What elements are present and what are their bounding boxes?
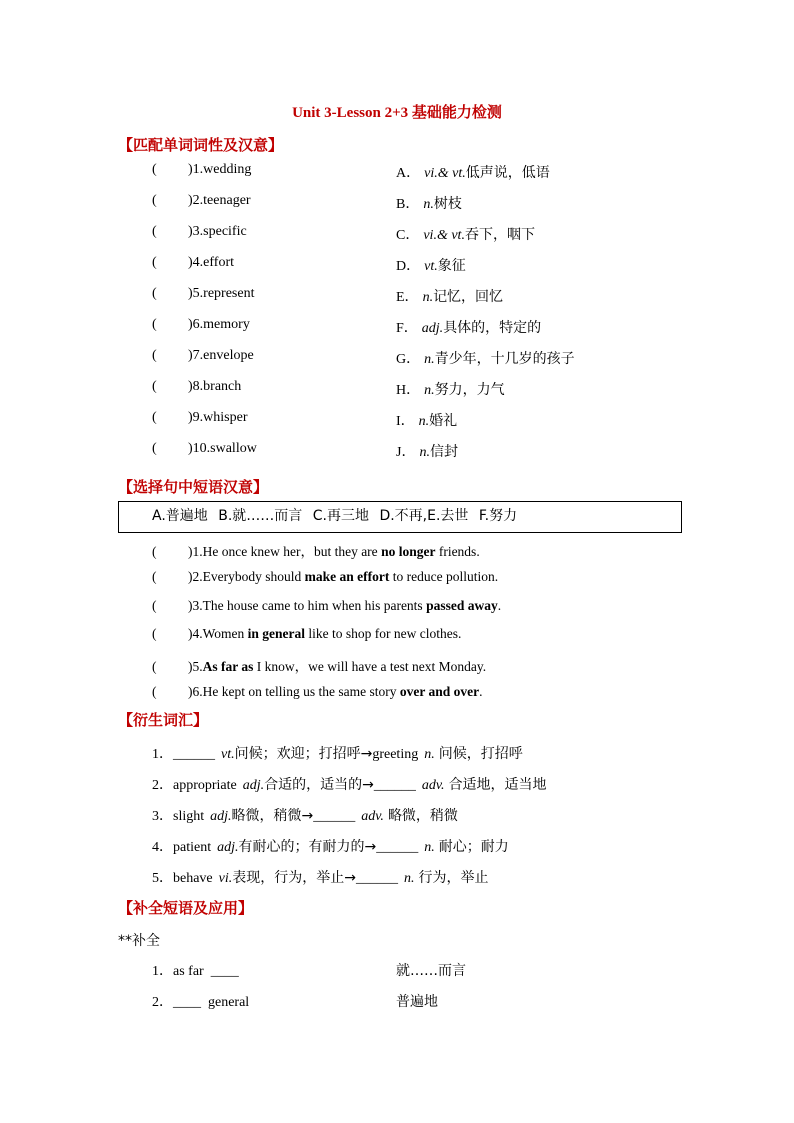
item-number: 2． — [152, 778, 173, 793]
answer-blank: ( — [152, 626, 157, 642]
option-pos: vi.& vt. — [424, 166, 466, 181]
sentence-text: . — [479, 684, 483, 699]
match-word-row — [152, 348, 254, 364]
match-word-row — [152, 410, 248, 426]
option-meaning: 树枝 — [433, 196, 462, 212]
answer-blank: ( — [152, 224, 157, 239]
phrase-meaning: 就……而言 — [396, 963, 466, 979]
key-phrase: no longer — [381, 544, 436, 559]
sentence-row — [152, 598, 501, 614]
option-meaning: 青少年，十几岁的孩子 — [434, 351, 575, 367]
answer-blank: ( — [152, 286, 157, 301]
derived-pos: n. — [404, 871, 415, 886]
option-letter: J． — [396, 445, 416, 460]
option-letter: A． — [396, 166, 421, 181]
answer-blank: ( — [152, 684, 157, 699]
match-option — [396, 379, 505, 399]
match-word: )4.effort — [188, 255, 234, 270]
base-pos: adj. — [217, 840, 239, 855]
derived-row — [152, 774, 547, 794]
sentence-text: )1.He once knew her，but they are — [188, 544, 382, 559]
option-meaning: 吞下，咽下 — [464, 227, 535, 243]
answer-blank: ( — [152, 255, 157, 270]
key-phrase: make an effort — [304, 568, 390, 584]
derived-word: ______ — [373, 778, 416, 793]
phrase-row — [152, 991, 249, 1011]
item-number: 4． — [152, 840, 173, 855]
base-pos: adj. — [210, 809, 232, 824]
key-phrase: passed away — [426, 597, 498, 613]
match-word: )7.envelope — [188, 348, 254, 363]
match-option — [396, 317, 541, 337]
derived-row — [152, 805, 458, 825]
match-word: )5.represent — [188, 286, 255, 301]
match-option — [396, 224, 535, 244]
derived-pos: n. — [424, 840, 435, 855]
option-f: F.努力 — [478, 508, 518, 524]
derived-word: ______ — [376, 840, 419, 855]
match-option — [396, 193, 462, 213]
phrase-text: as far ____ — [173, 964, 239, 979]
sentence-text: friends. — [435, 544, 480, 559]
derived-meaning: 问候，打招呼 — [438, 746, 523, 762]
option-pos: n. — [422, 290, 434, 305]
answer-blank: ( — [152, 317, 157, 332]
option-pos: vi.& vt. — [423, 228, 465, 243]
item-number: 3． — [152, 809, 173, 824]
answer-blank: ( — [152, 410, 157, 425]
match-word-row — [152, 193, 251, 209]
base-pos: vt. — [221, 747, 235, 762]
subheading-complete: **补全 — [118, 933, 160, 949]
option-de: D.不再,E.去世 — [379, 508, 469, 524]
option-pos: n. — [419, 445, 430, 460]
answer-blank: ( — [152, 544, 157, 559]
match-word-row — [152, 162, 251, 178]
match-word: )2.teenager — [188, 193, 251, 208]
match-word: )9.whisper — [188, 410, 248, 425]
option-meaning: 具体的，特定的 — [443, 320, 542, 336]
sentence-row — [152, 655, 486, 675]
option-pos: n. — [423, 197, 434, 212]
answer-blank: ( — [152, 379, 157, 394]
derived-word: ______ — [313, 809, 356, 824]
derived-pos: adv. — [421, 778, 445, 793]
option-meaning: 记忆，回忆 — [433, 289, 504, 305]
sentence-text: like to shop for new clothes. — [305, 626, 462, 642]
derived-meaning: 行为，举止 — [418, 870, 489, 886]
option-meaning: 信封 — [429, 444, 458, 460]
base-word: behave — [173, 871, 213, 886]
sentence-text: )5. — [188, 659, 203, 675]
base-pos: adj. — [242, 778, 265, 793]
option-letter: I． — [396, 414, 415, 429]
sentence-text: )2.Everybody should — [188, 568, 305, 584]
sentence-row — [152, 684, 482, 700]
item-number: 1． — [152, 964, 173, 979]
derived-meaning: 合适地，适当地 — [448, 777, 547, 793]
derived-meaning: 耐心；耐力 — [438, 839, 509, 855]
base-word: appropriate — [173, 778, 237, 793]
match-word: )1.wedding — [188, 162, 252, 177]
base-meaning: 有耐心的；有耐力的→ — [238, 839, 377, 855]
option-meaning: 努力，力气 — [434, 382, 505, 398]
answer-blank: ( — [152, 162, 157, 177]
option-meaning: 象征 — [437, 258, 466, 274]
sentence-text: I know，we will have a test next Monday. — [253, 659, 487, 675]
base-meaning: 表现，行为，举止→ — [232, 870, 356, 886]
base-word: patient — [173, 840, 212, 855]
sentence-row — [152, 569, 498, 585]
section-heading-match: 【匹配单词词性及汉意】 — [118, 136, 284, 154]
phrase-options — [152, 505, 523, 525]
option-c: C.再三地 — [312, 508, 369, 524]
option-pos: n. — [418, 414, 430, 429]
option-letter: B． — [396, 197, 420, 212]
answer-blank: ( — [152, 659, 157, 675]
item-number: 2． — [152, 995, 173, 1010]
item-number: 5． — [152, 871, 173, 886]
match-word-row — [152, 441, 257, 457]
option-letter: G． — [396, 352, 421, 367]
sentence-text: )3.The house came to him when his parents — [188, 597, 427, 613]
base-meaning: 问候；欢迎；打招呼→ — [234, 746, 373, 762]
match-word-row — [152, 224, 247, 240]
derived-pos: adv. — [361, 809, 384, 824]
sentence-text: . — [497, 597, 502, 613]
sentence-row — [152, 626, 461, 642]
option-letter: F． — [396, 321, 418, 336]
derived-word: greeting — [372, 747, 419, 762]
option-meaning: 低声说，低语 — [465, 165, 550, 181]
match-word: )6.memory — [188, 317, 250, 332]
item-number: 1． — [152, 747, 173, 762]
option-a: A.普遍地 — [152, 508, 208, 524]
match-option — [396, 348, 575, 368]
base-word: slight — [173, 809, 205, 824]
derived-word: ______ — [356, 871, 398, 886]
match-word: )8.branch — [188, 379, 242, 394]
match-option — [396, 441, 458, 461]
sentence-text: )6.He kept on telling us the same story — [188, 684, 400, 699]
answer-blank: ( — [152, 348, 157, 363]
phrase-row — [152, 960, 239, 980]
derived-row — [152, 867, 489, 887]
match-word-row — [152, 317, 250, 333]
option-pos: adj. — [421, 321, 444, 336]
derived-row — [152, 836, 509, 856]
sentence-row — [152, 540, 480, 560]
match-option — [396, 410, 457, 430]
derived-meaning: 略微，稍微 — [387, 808, 458, 824]
base-meaning: 合适的，适当的→ — [264, 777, 374, 793]
answer-blank: ( — [152, 568, 157, 584]
match-word: )10.swallow — [188, 441, 257, 456]
key-phrase: over and over — [399, 684, 480, 699]
section-heading-phrases: 【选择句中短语汉意】 — [118, 478, 269, 496]
page-title: Unit 3-Lesson 2+3 基础能力检测 — [292, 105, 502, 121]
match-option — [396, 255, 466, 275]
match-word-row — [152, 286, 254, 302]
sentence-text: )4.Women — [188, 626, 248, 642]
sentence-text: to reduce pollution. — [389, 568, 499, 584]
match-word-row — [152, 379, 241, 395]
option-b: B.就……而言 — [218, 508, 303, 524]
derived-pos: n. — [424, 747, 435, 762]
match-word-row — [152, 255, 234, 271]
option-letter: D． — [396, 259, 421, 274]
option-pos: vt. — [424, 259, 438, 274]
match-word: )3.specific — [188, 224, 247, 239]
section-heading-derived: 【衍生词汇】 — [118, 711, 209, 729]
option-meaning: 婚礼 — [429, 413, 458, 429]
derived-row — [152, 743, 523, 763]
key-phrase: As far as — [202, 659, 254, 675]
answer-blank: ( — [152, 597, 157, 613]
option-pos: n. — [424, 383, 435, 398]
match-option — [396, 162, 550, 182]
base-pos: vi. — [218, 871, 233, 886]
option-letter: E． — [396, 290, 419, 305]
section-heading-complete: 【补全短语及应用】 — [118, 899, 254, 917]
option-letter: C． — [396, 228, 420, 243]
phrase-text: ____ general — [173, 995, 250, 1010]
answer-blank: ( — [152, 193, 157, 208]
match-option — [396, 286, 503, 306]
option-pos: n. — [424, 352, 435, 367]
base-word: ______ — [173, 747, 215, 762]
option-letter: H． — [396, 383, 421, 398]
key-phrase: in general — [247, 626, 306, 642]
phrase-meaning: 普遍地 — [396, 994, 438, 1010]
answer-blank: ( — [152, 441, 157, 456]
base-meaning: 略微，稍微→ — [231, 808, 314, 824]
